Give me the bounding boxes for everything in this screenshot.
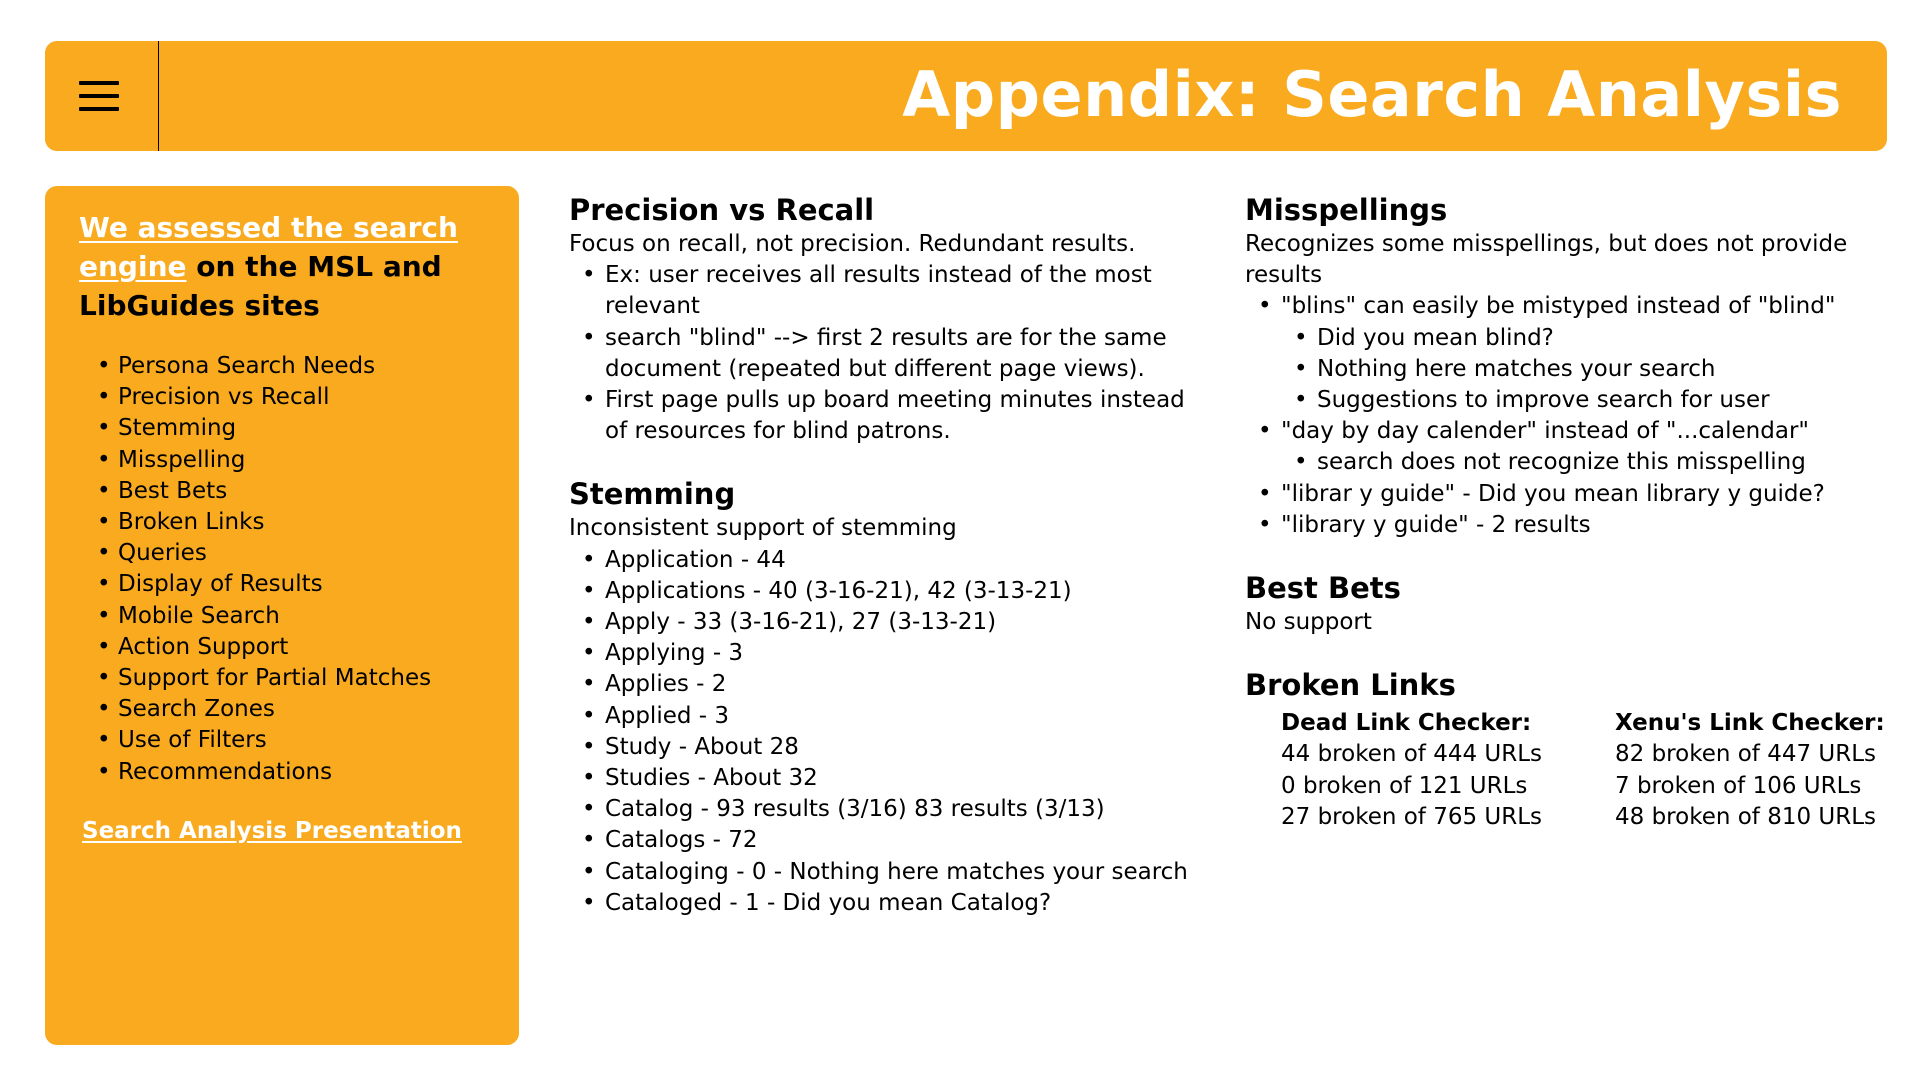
section-summary: No support [1245,609,1372,636]
checker-row: 27 broken of 765 URLs [1281,803,1543,830]
toc-item: • Queries [97,538,485,569]
broken-links-section [1245,666,1895,833]
sub-list-item: • Nothing here matches your search [1294,354,1895,385]
list-item: • "librar y guide" - Did you mean library y guide? [1258,479,1895,510]
section-heading: Best Bets [1245,571,1401,606]
list-item [1258,291,1895,416]
menu-line [79,81,119,85]
toc-item: • Display of Results [97,569,485,600]
list-item [1258,416,1895,478]
toc-item: • Mobile Search [97,601,485,632]
toc-item: • Support for Partial Matches [97,663,485,694]
list-item: • Catalogs - 72 [582,825,1209,856]
checker-row: 48 broken of 810 URLs [1615,803,1877,830]
toc-item: • Precision vs Recall [97,382,485,413]
xenu-link-checker [1615,708,1885,833]
menu-line [79,94,119,98]
middle-column [569,191,1209,947]
list-item: • search "blind" --> first 2 results are for the same document (repeated but different page views). [582,323,1209,385]
bullet-list [1245,291,1895,541]
list-item: • Cataloged - 1 - Did you mean Catalog? [582,888,1209,919]
sidebar [45,186,519,1045]
checker-title: Dead Link Checker: [1281,710,1532,737]
stemming-section [569,475,1209,919]
sub-bullet-list [1281,323,1895,417]
sub-bullet-list [1281,447,1895,478]
misspellings-section [1245,191,1895,541]
list-item: • Cataloging - 0 - Nothing here matches your search [582,857,1209,888]
presentation-link[interactable]: Search Analysis Presentation [82,817,462,844]
right-column [1245,191,1895,861]
toc-item: • Misspelling [97,445,485,476]
sub-list-item: • Suggestions to improve search for user [1294,385,1895,416]
list-item: • Applies - 2 [582,669,1209,700]
list-item: • Studies - About 32 [582,763,1209,794]
menu-line [79,107,119,111]
checker-row: 44 broken of 444 URLs [1281,741,1543,768]
toc-item: • Search Zones [97,694,485,725]
checker-row: 7 broken of 106 URLs [1615,772,1862,799]
section-heading: Misspellings [1245,193,1448,227]
table-of-contents [79,351,485,788]
list-item: • "library y guide" - 2 results [1258,510,1895,541]
section-heading: Broken Links [1245,668,1456,703]
best-bets-section [1245,569,1895,638]
section-heading: Precision vs Recall [569,193,875,227]
checker-row: 82 broken of 447 URLs [1615,741,1877,768]
header-bar [45,41,1887,151]
list-item: • Catalog - 93 results (3/16) 83 results (3/13) [582,794,1209,825]
section-summary: Focus on recall, not precision. Redundant results. [569,231,1136,257]
bullet-list [569,260,1209,447]
list-item: • Applying - 3 [582,638,1209,669]
list-item: • First page pulls up board meeting minutes instead of resources for blind patrons. [582,385,1209,447]
list-item: • Applied - 3 [582,701,1209,732]
section-heading: Stemming [569,477,736,512]
section-summary: Recognizes some misspellings, but does not provide results [1245,231,1848,289]
list-item: • Ex: user receives all results instead of the most relevant [582,260,1209,322]
section-summary: Inconsistent support of stemming [569,515,957,542]
toc-item: • Stemming [97,413,485,444]
checker-results [1281,708,1895,833]
checker-row: 0 broken of 121 URLs [1281,772,1528,799]
list-item: • Applications - 40 (3-16-21), 42 (3-13-21) [582,576,1209,607]
intro-text [79,208,485,325]
list-item-text: "day by day calender" instead of "...calendar" [1281,418,1809,445]
dead-link-checker [1281,708,1615,833]
toc-item: • Recommendations [97,757,485,788]
toc-item: • Persona Search Needs [97,351,485,382]
precision-section [569,191,1209,447]
toc-item: • Broken Links [97,507,485,538]
checker-title: Xenu's Link Checker: [1615,710,1885,737]
sub-list-item: • Did you mean blind? [1294,323,1895,354]
toc-item: • Use of Filters [97,725,485,756]
list-item: • Apply - 33 (3-16-21), 27 (3-13-21) [582,607,1209,638]
sub-list-item: • search does not recognize this misspelling [1294,447,1895,478]
toc-item: • Best Bets [97,476,485,507]
search-engine-link[interactable]: We assessed the search engine [79,211,458,283]
list-item-text: "blins" can easily be mistyped instead of "blind" [1281,293,1836,320]
hamburger-menu-icon[interactable] [45,41,159,151]
list-item: • Study - About 28 [582,732,1209,763]
toc-item: • Action Support [97,632,485,663]
page-title: Appendix: Search Analysis [902,58,1842,131]
intro-rest: on the MSL and LibGuides sites [79,250,442,322]
list-item: • Application - 44 [582,545,1209,576]
bullet-list [569,545,1209,919]
